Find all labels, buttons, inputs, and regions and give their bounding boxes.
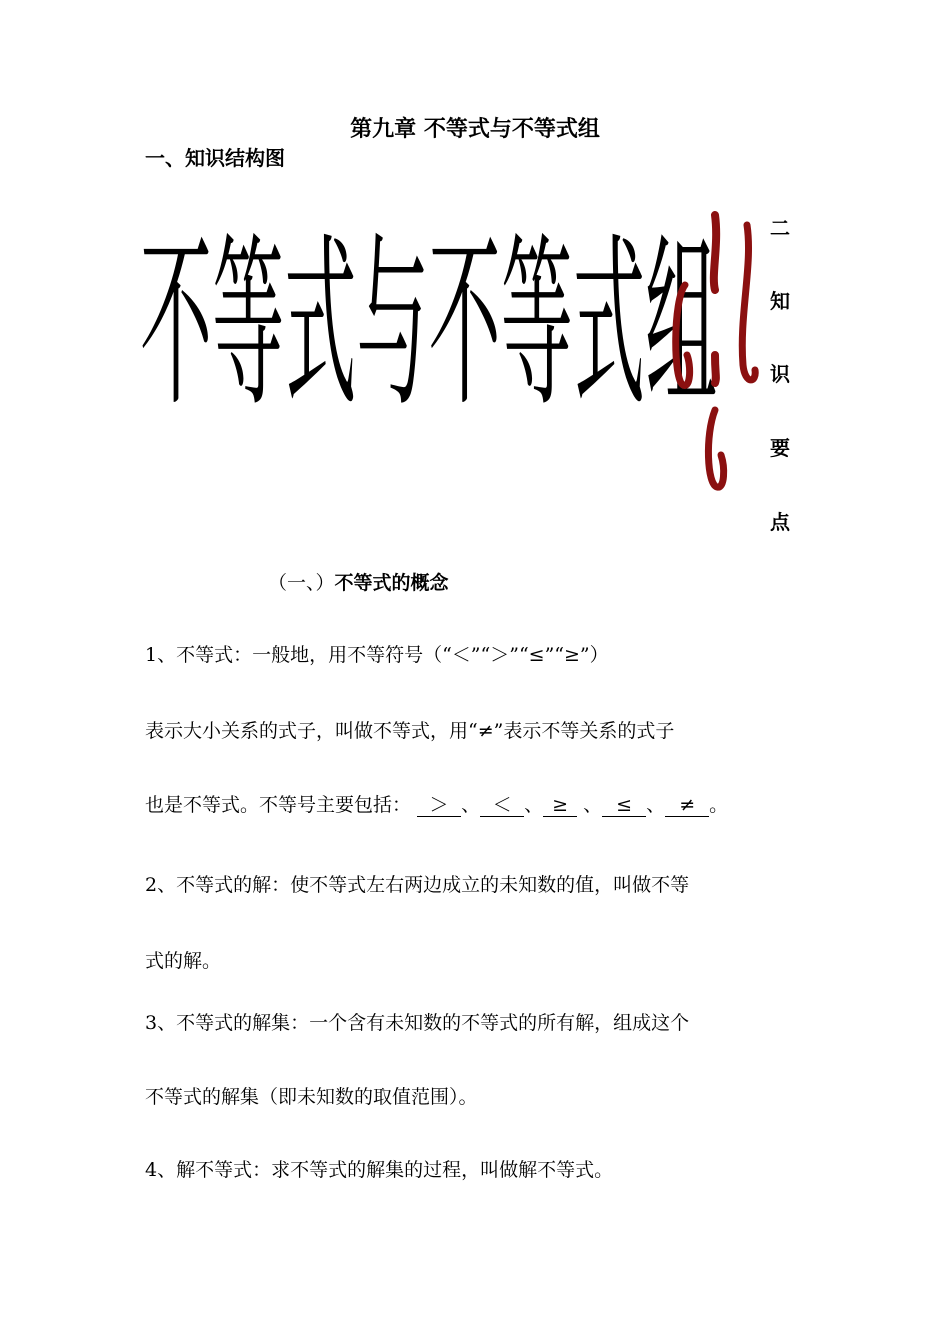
hook-shape (708, 410, 723, 487)
symbol-blank: ≤ (602, 794, 646, 817)
hook-shape (742, 225, 755, 380)
section2-char: 要 (770, 436, 790, 460)
decorative-hooks (665, 205, 765, 500)
paragraph-line: 2、不等式的解：使不等式左右两边成立的未知数的值，叫做不等 (145, 874, 690, 896)
symbol-blank: ≥ (543, 794, 577, 817)
paragraph-line-symbols: 也是不等式。不等号主要包括： ＞ 、 ＜ 、 ≥ 、 ≤ 、 ≠ 。 (145, 794, 729, 816)
subheading-title: 不等式的概念 (334, 572, 449, 594)
section2-char: 二 (770, 216, 790, 240)
symbols-end: 。 (709, 794, 729, 816)
hook-shape (714, 215, 716, 290)
symbol-blank: ＞ (417, 794, 461, 817)
paragraph-line: 3、不等式的解集：一个含有未知数的不等式的所有解，组成这个 (145, 1012, 690, 1034)
paragraph-line: 式的解。 (145, 950, 222, 972)
structure-diagram-text: 不等式与不等式组 (140, 215, 718, 433)
hook-shape (676, 285, 690, 385)
chapter-title: 第九章 不等式与不等式组 (350, 116, 600, 142)
section2-char: 知 (770, 289, 790, 313)
symbols-intro: 也是不等式。不等号主要包括： (145, 794, 412, 816)
hook-shape (715, 355, 716, 383)
section2-char: 识 (770, 362, 790, 386)
symbol-blank: ＜ (480, 794, 524, 817)
paragraph-line: 4、解不等式：求不等式的解集的过程，叫做解不等式。 (145, 1159, 614, 1181)
section2-char: 点 (770, 510, 790, 534)
paragraph-line: 1、不等式：一般地，用不等符号（“＜”“＞”“≤”“≥”） (145, 644, 609, 666)
subheading-prefix: （一、） (268, 572, 335, 594)
paragraph-line: 不等式的解集（即未知数的取值范围）。 (145, 1086, 478, 1108)
subheading (268, 568, 449, 595)
paragraph-line: 表示大小关系的式子，叫做不等式，用“≠”表示不等关系的式子 (145, 720, 675, 742)
symbol-blank: ≠ (665, 794, 709, 817)
section-heading-structure: 一、知识结构图 (145, 146, 285, 170)
